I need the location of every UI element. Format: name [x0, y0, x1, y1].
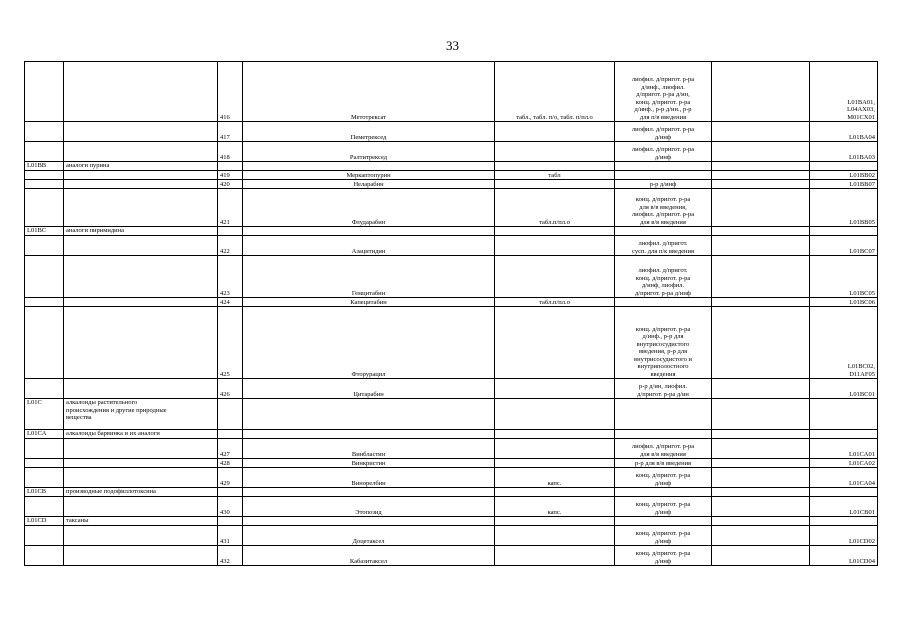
atc-group-code [25, 379, 64, 399]
atc-code [810, 227, 878, 236]
row-number [218, 227, 243, 236]
atc-group-code [25, 307, 64, 379]
oral-form [495, 307, 615, 379]
injection-form: конц. д/пригот. р-ра д/инф [615, 497, 712, 517]
group-name [64, 298, 218, 307]
atc-group-code [25, 468, 64, 488]
injection-form: конц. д/пригот. р-ра д/инф [615, 468, 712, 488]
oral-form [495, 430, 615, 439]
row-number: 431 [218, 526, 243, 546]
row-number: 424 [218, 298, 243, 307]
other-form [712, 171, 810, 180]
atc-code: L01BC01 [810, 379, 878, 399]
group-name [64, 142, 218, 162]
oral-form [495, 379, 615, 399]
injection-form: лиофил. д/пригот. конц. д/пригот. р-ра д/инф, лиофил. д/пригот. р-ра д/инф [615, 256, 712, 298]
other-form [712, 459, 810, 468]
table-row [25, 180, 878, 189]
other-form [712, 399, 810, 430]
atc-group-code [25, 122, 64, 142]
atc-code: L01CD04 [810, 546, 878, 566]
drug-name: Метотрексат [243, 62, 495, 122]
drug-name: Флударабин [243, 189, 495, 227]
drug-name: Винкристин [243, 459, 495, 468]
oral-form: табл., табл. п/о, табл. п/пл.о [495, 62, 615, 122]
atc-group-code [25, 526, 64, 546]
oral-form [495, 517, 615, 526]
drug-name: Пеметрексед [243, 122, 495, 142]
atc-group-code: L01C [25, 399, 64, 430]
injection-form: лиофил. д/пригот. сусп. для п/к введения [615, 236, 712, 256]
other-form [712, 227, 810, 236]
other-form [712, 256, 810, 298]
injection-form [615, 162, 712, 171]
oral-form: капс. [495, 468, 615, 488]
atc-group-code: L01CD [25, 517, 64, 526]
injection-form [615, 488, 712, 497]
drug-name: Винорелбин [243, 468, 495, 488]
injection-form [615, 399, 712, 430]
table-body [25, 62, 878, 566]
atc-group-code [25, 256, 64, 298]
table-row [25, 189, 878, 227]
row-number: 427 [218, 439, 243, 459]
group-name: таксаны [64, 517, 218, 526]
injection-form: р-р для в/в введения [615, 459, 712, 468]
other-form [712, 430, 810, 439]
oral-form [495, 227, 615, 236]
other-form [712, 497, 810, 517]
table-row [25, 142, 878, 162]
injection-form: р-р д/ин, лиофил. д/пригот. р-ра д/ин [615, 379, 712, 399]
other-form [712, 488, 810, 497]
atc-group-code [25, 298, 64, 307]
injection-form [615, 227, 712, 236]
injection-form: конц. д/пригот. р-ра для в/в введения, лиофил. д/пригот. р-ра для в/в введения [615, 189, 712, 227]
atc-code [810, 517, 878, 526]
drug-name: Азацитидин [243, 236, 495, 256]
other-form [712, 546, 810, 566]
oral-form [495, 399, 615, 430]
group-name: аналоги пиримидина [64, 227, 218, 236]
group-name [64, 307, 218, 379]
other-form [712, 517, 810, 526]
atc-group-code [25, 62, 64, 122]
atc-code: L01CB01 [810, 497, 878, 517]
table-row [25, 256, 878, 298]
row-number: 419 [218, 171, 243, 180]
oral-form: табл.п/пл.о [495, 189, 615, 227]
oral-form [495, 180, 615, 189]
other-form [712, 298, 810, 307]
table-row [25, 298, 878, 307]
drug-name: Кабазитаксел [243, 546, 495, 566]
atc-code: L01BA03 [810, 142, 878, 162]
table-row [25, 236, 878, 256]
atc-code [810, 399, 878, 430]
atc-group-code [25, 459, 64, 468]
atc-code: L01BC02, D11AF05 [810, 307, 878, 379]
injection-form: лиофил. д/пригот. р-ра д/инф., лиофил. д/пригот. р-ра д/ин, конц. д/пригот. р-ра д/инф., р-р д/ин., р-р для п/в введения [615, 62, 712, 122]
group-name [64, 526, 218, 546]
row-number: 423 [218, 256, 243, 298]
drug-name: Гемцитабин [243, 256, 495, 298]
atc-code: L01BC07 [810, 236, 878, 256]
row-number: 421 [218, 189, 243, 227]
atc-code: L01BA01, L04AX03, M01CX01 [810, 62, 878, 122]
oral-form [495, 546, 615, 566]
atc-group-code [25, 546, 64, 566]
atc-group-code [25, 180, 64, 189]
other-form [712, 526, 810, 546]
row-number [218, 162, 243, 171]
table-row [25, 526, 878, 546]
other-form [712, 468, 810, 488]
atc-group-code [25, 439, 64, 459]
drug-name: Неларабин [243, 180, 495, 189]
other-form [712, 236, 810, 256]
row-number: 425 [218, 307, 243, 379]
table-row [25, 171, 878, 180]
oral-form: капс. [495, 497, 615, 517]
group-name [64, 546, 218, 566]
injection-form: лиофил. д/пригот. р-ра д/инф [615, 142, 712, 162]
injection-form: конц. д/пригот. р-ра д/инф [615, 546, 712, 566]
atc-code [810, 430, 878, 439]
other-form [712, 62, 810, 122]
atc-code: L01CD02 [810, 526, 878, 546]
injection-form [615, 517, 712, 526]
row-number: 422 [218, 236, 243, 256]
other-form [712, 122, 810, 142]
other-form [712, 142, 810, 162]
oral-form [495, 122, 615, 142]
table-row [25, 497, 878, 517]
injection-form: лиофил. д/пригот. р-ра для в/в введения [615, 439, 712, 459]
group-name: алкалоиды растительного происхождения и другие природные вещества [64, 399, 218, 430]
drug-name: Доцетаксел [243, 526, 495, 546]
oral-form [495, 526, 615, 546]
group-name [64, 468, 218, 488]
table-row [25, 546, 878, 566]
table-row [25, 468, 878, 488]
row-number: 429 [218, 468, 243, 488]
atc-group-code [25, 236, 64, 256]
table-row [25, 62, 878, 122]
drug-table [24, 61, 878, 566]
drug-name: Фторурацил [243, 307, 495, 379]
group-row [25, 162, 878, 171]
table-row [25, 122, 878, 142]
drug-name: Ралтитрексед [243, 142, 495, 162]
group-name: алкалоиды барвинка и их аналоги [64, 430, 218, 439]
row-number: 428 [218, 459, 243, 468]
other-form [712, 439, 810, 459]
group-name [64, 256, 218, 298]
drug-name [243, 227, 495, 236]
atc-code: L01BB02 [810, 171, 878, 180]
atc-group-code: L01CA [25, 430, 64, 439]
row-number: 418 [218, 142, 243, 162]
oral-form [495, 256, 615, 298]
oral-form [495, 459, 615, 468]
row-number [218, 488, 243, 497]
table-row [25, 439, 878, 459]
atc-code: L01BA04 [810, 122, 878, 142]
atc-code: L01CA04 [810, 468, 878, 488]
atc-group-code: L01BB [25, 162, 64, 171]
atc-group-code: L01BC [25, 227, 64, 236]
injection-form: р-р д/инф [615, 180, 712, 189]
injection-form [615, 171, 712, 180]
group-row [25, 227, 878, 236]
oral-form [495, 488, 615, 497]
atc-code: L01CA02 [810, 459, 878, 468]
row-number: 426 [218, 379, 243, 399]
row-number: 420 [218, 180, 243, 189]
group-name [64, 459, 218, 468]
group-name [64, 180, 218, 189]
group-name: аналоги пурина [64, 162, 218, 171]
page-number: 33 [446, 38, 459, 53]
atc-group-code [25, 171, 64, 180]
atc-group-code: L01CB [25, 488, 64, 497]
drug-name: Капецитабин [243, 298, 495, 307]
group-name: производные подофиллотоксина [64, 488, 218, 497]
atc-code: L01BB05 [810, 189, 878, 227]
injection-form: конц. д/пригот. р-ра д/инф [615, 526, 712, 546]
other-form [712, 189, 810, 227]
atc-code [810, 162, 878, 171]
other-form [712, 379, 810, 399]
injection-form: конц. д/пригот. р-ра д/инф., р-р для внутрисосудистого введения, р-р для внутрисосудистого и внутриполостного введения [615, 307, 712, 379]
injection-form [615, 298, 712, 307]
row-number: 417 [218, 122, 243, 142]
other-form [712, 162, 810, 171]
oral-form [495, 439, 615, 459]
atc-group-code [25, 497, 64, 517]
group-name [64, 62, 218, 122]
oral-form [495, 162, 615, 171]
oral-form: табл [495, 171, 615, 180]
table-row [25, 307, 878, 379]
drug-name: Винбластин [243, 439, 495, 459]
other-form [712, 307, 810, 379]
drug-name: Цитарабин [243, 379, 495, 399]
row-number: 416 [218, 62, 243, 122]
group-name [64, 236, 218, 256]
drug-name [243, 488, 495, 497]
group-row [25, 488, 878, 497]
table-row [25, 459, 878, 468]
atc-code: L01BB07 [810, 180, 878, 189]
drug-name [243, 162, 495, 171]
group-name [64, 122, 218, 142]
row-number [218, 430, 243, 439]
oral-form [495, 236, 615, 256]
injection-form: лиофил. д/пригот. р-ра д/инф [615, 122, 712, 142]
row-number: 430 [218, 497, 243, 517]
oral-form [495, 142, 615, 162]
atc-code: L01BC05 [810, 256, 878, 298]
row-number [218, 517, 243, 526]
drug-name: Меркаптопурин [243, 171, 495, 180]
group-name [64, 439, 218, 459]
drug-name: Этопозид [243, 497, 495, 517]
group-name [64, 497, 218, 517]
group-row [25, 430, 878, 439]
atc-code [810, 488, 878, 497]
atc-group-code [25, 189, 64, 227]
drug-name [243, 517, 495, 526]
row-number: 432 [218, 546, 243, 566]
table-row [25, 379, 878, 399]
group-name [64, 171, 218, 180]
group-row [25, 517, 878, 526]
drug-name [243, 399, 495, 430]
atc-code: L01CA01 [810, 439, 878, 459]
oral-form: табл.п/пл.о [495, 298, 615, 307]
other-form [712, 180, 810, 189]
group-name [64, 189, 218, 227]
injection-form [615, 430, 712, 439]
row-number [218, 399, 243, 430]
group-name [64, 379, 218, 399]
atc-group-code [25, 142, 64, 162]
group-row [25, 399, 878, 430]
atc-code: L01BC06 [810, 298, 878, 307]
drug-name [243, 430, 495, 439]
